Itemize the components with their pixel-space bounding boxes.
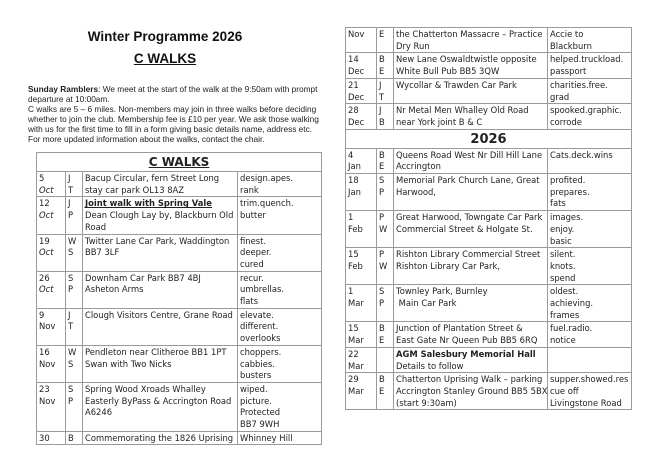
- date-month: Jan: [348, 161, 361, 172]
- leader-initial-2: T: [68, 184, 74, 195]
- location-line: Accrington Stanley Ground BB5 5BX: [396, 385, 548, 396]
- date-day: 4: [348, 149, 354, 160]
- date-cell: [37, 308, 66, 345]
- what3words-line: busters: [240, 370, 272, 381]
- what3words-line: wiped.: [240, 383, 268, 394]
- date-day: 21: [348, 79, 359, 90]
- leader-initial-1: W: [68, 235, 77, 246]
- what3words-line: knots.: [550, 260, 576, 271]
- what3words-line: butter: [240, 210, 266, 221]
- location-line: Commercial Street & Holgate St.: [396, 223, 533, 234]
- date-day: 26: [39, 272, 50, 283]
- what3words-line: grad: [550, 91, 570, 102]
- leader-cell: [377, 78, 394, 103]
- location-cell: [394, 322, 548, 347]
- date-cell: [346, 28, 377, 53]
- what3words-line: basic: [550, 235, 572, 246]
- location-cell: [83, 308, 238, 345]
- date-day: 15: [348, 323, 359, 334]
- location-line: Twitter Lane Car Park, Waddington: [85, 235, 230, 246]
- date-cell: [346, 211, 377, 248]
- location-line: the Chatterton Massacre – Practice: [396, 29, 543, 39]
- leader-initial-2: E: [379, 66, 385, 77]
- location-cell: [394, 174, 548, 211]
- what3words-line: cue off: [550, 385, 579, 396]
- date-cell: [37, 172, 66, 197]
- location-line: Road: [85, 221, 107, 232]
- what3words-line: umbrellas.: [240, 284, 285, 295]
- location-line: New Lane Oswaldtwistle opposite: [396, 54, 537, 65]
- date-cell: [37, 345, 66, 382]
- leader-initial-2: P: [379, 186, 385, 197]
- what3words-line: frames: [550, 309, 580, 320]
- leader-initial-1: S: [68, 383, 74, 394]
- c-walks-table-right: [345, 27, 632, 410]
- location-cell: [83, 382, 238, 431]
- what3words-line: images.: [550, 212, 584, 223]
- what3words-line: cured: [240, 258, 264, 269]
- what3words-line: BB7 9WH: [240, 419, 280, 430]
- date-month: Mar: [348, 360, 364, 371]
- what3words-line: flats: [240, 296, 259, 307]
- leader-initial-2: P: [68, 284, 74, 295]
- table-header-row: [37, 153, 322, 172]
- leader-initial-1: W: [68, 346, 77, 357]
- date-month: Oct: [39, 184, 54, 195]
- leader-initial-1: B: [379, 323, 385, 334]
- location-line: White Bull Pub BB5 3QW: [396, 66, 500, 77]
- what3words-line: oldest.: [550, 286, 579, 297]
- location-line: Great Harwood, Towngate Car Park: [396, 212, 543, 223]
- what3words-cell: [548, 78, 632, 103]
- location-line: Swan with Two Nicks: [85, 358, 172, 369]
- leader-initial-1: B: [379, 54, 385, 65]
- leader-cell: [377, 28, 394, 53]
- date-cell: [37, 382, 66, 431]
- leader-initial-2: S: [68, 247, 74, 258]
- what3words-line: spend: [550, 272, 576, 283]
- date-day: 18: [348, 175, 359, 186]
- what3words-line: notice: [550, 335, 576, 346]
- leader-cell: [66, 197, 83, 234]
- what3words-cell: [548, 373, 632, 410]
- location-line: stay car park OL13 8AZ: [85, 184, 185, 195]
- what3words-line: recur.: [240, 272, 264, 283]
- date-day: 12: [39, 198, 50, 209]
- location-line: Queens Road West Nr Dill Hill Lane: [396, 149, 543, 160]
- table-row: [346, 28, 632, 53]
- date-month: Nov: [39, 395, 56, 406]
- table-row: [37, 382, 322, 431]
- location-cell: [83, 271, 238, 308]
- what3words-line: prepares.: [550, 186, 590, 197]
- leader-initial-1: J: [68, 173, 71, 183]
- location-line: Rishton Library Car Park,: [396, 260, 500, 271]
- what3words-line: picture.: [240, 395, 272, 406]
- date-month: Oct: [39, 247, 54, 258]
- what3words-cell: [238, 345, 322, 382]
- date-day: 15: [348, 249, 359, 260]
- what3words-line: corrode: [550, 116, 582, 127]
- location-line: Chatterton Uprising Walk – parking: [396, 374, 543, 385]
- location-cell: [394, 78, 548, 103]
- location-line: Asheton Arms: [85, 284, 144, 295]
- leader-cell: [66, 345, 83, 382]
- what3words-line: fats: [550, 198, 566, 209]
- what3words-line: silent.: [550, 249, 576, 260]
- what3words-cell: [548, 53, 632, 78]
- leader-cell: [66, 234, 83, 271]
- table-row: [37, 197, 322, 234]
- leader-initial-2: P: [379, 298, 385, 309]
- date-month: Dec: [348, 91, 365, 102]
- location-line: Harwood,: [396, 186, 436, 197]
- what3words-line: design.apes.: [240, 173, 294, 183]
- leader-initial-1: S: [379, 286, 385, 297]
- what3words-cell: [238, 271, 322, 308]
- location-line: Wycollar & Trawden Car Park: [396, 79, 517, 90]
- table-row: [346, 211, 632, 248]
- what3words-line: Protected: [240, 407, 281, 418]
- leader-initial-1: J: [379, 105, 382, 116]
- date-month: Dec: [348, 116, 365, 127]
- table-header-label: C WALKS: [148, 155, 210, 169]
- what3words-line: Livingstone Road: [550, 397, 622, 408]
- leader-cell: [377, 248, 394, 285]
- what3words-cell: [548, 322, 632, 347]
- location-line: Memorial Park Church Lane, Great: [396, 175, 540, 186]
- what3words-line: Blackburn: [550, 40, 592, 51]
- what3words-cell: [548, 28, 632, 53]
- date-day: 28: [348, 105, 359, 116]
- location-cell: [83, 431, 238, 445]
- what3words-line: enjoy.: [550, 223, 575, 234]
- leader-cell: [66, 271, 83, 308]
- year-header: 2026: [346, 129, 632, 148]
- table-row: [346, 104, 632, 129]
- date-day: 19: [39, 235, 50, 246]
- document-subtitle: C WALKS: [133, 51, 197, 66]
- date-cell: [346, 373, 377, 410]
- date-day: 14: [348, 54, 359, 65]
- leader-initial-2: E: [379, 385, 385, 396]
- leader-initial-1: E: [379, 29, 385, 39]
- intro-line-1: [28, 84, 320, 104]
- c-walks-table-left: [36, 152, 322, 445]
- what3words-line: Accie to: [550, 29, 584, 39]
- what3words-cell: [238, 382, 322, 431]
- what3words-line: finest.: [240, 235, 267, 246]
- location-line: Downham Car Park BB7 4BJ: [85, 272, 201, 283]
- leader-cell: [377, 285, 394, 322]
- leader-initial-2: T: [379, 91, 385, 102]
- what3words-cell: [238, 308, 322, 345]
- date-month: Nov: [39, 358, 56, 369]
- leader-cell: [377, 148, 394, 173]
- location-line: Clough Visitors Centre, Grane Road: [85, 309, 233, 320]
- what3words-cell: [548, 211, 632, 248]
- table-row: [346, 285, 632, 322]
- leader-initial-2: T: [68, 321, 74, 332]
- location-line: East Gate Nr Queen Pub BB5 6RQ: [396, 335, 538, 346]
- date-cell: [37, 271, 66, 308]
- table-row: [346, 322, 632, 347]
- date-cell: [346, 148, 377, 173]
- location-line: Commemorating the 1826 Uprising: [85, 432, 234, 443]
- what3words-line: rank: [240, 184, 259, 195]
- location-cell: [394, 53, 548, 78]
- location-line: Pendleton near Clitheroe BB1 1PT: [85, 346, 227, 357]
- what3words-line: different.: [240, 321, 279, 332]
- leader-cell: [66, 308, 83, 345]
- location-cell: [83, 172, 238, 197]
- intro-line-2: C walks are 5 – 6 miles. Non-members may join in three walks before deciding whether to join the club. Membership fee is £10 per year. We ask those walking with us for the first time to fill in a form giving basic details name, address etc. For more updated information about the walks, contact the chair.: [28, 104, 319, 144]
- table-row: [37, 308, 322, 345]
- leader-cell: [66, 172, 83, 197]
- what3words-line: fuel.radio.: [550, 323, 593, 334]
- table-row: [37, 234, 322, 271]
- table-row: [37, 271, 322, 308]
- what3words-line: achieving.: [550, 298, 594, 309]
- date-day: 22: [348, 348, 359, 359]
- leader-cell: [377, 53, 394, 78]
- location-title: Joint walk with Spring Vale: [85, 198, 212, 209]
- what3words-cell: [238, 431, 322, 445]
- document-title: Winter Programme 2026: [87, 29, 243, 44]
- what3words-line: trim.quench.: [240, 198, 294, 209]
- date-cell: [346, 78, 377, 103]
- location-line: Accrington: [396, 161, 441, 172]
- what3words-line: choppers.: [240, 346, 282, 357]
- location-cell: [394, 148, 548, 173]
- location-cell: [394, 347, 548, 372]
- intro-line-1-rest: : We meet at the start of the walk at the 9:50am with prompt departure at 10:00am.: [28, 84, 318, 104]
- leader-cell: [377, 373, 394, 410]
- date-day: 30: [39, 432, 50, 443]
- what3words-line: helped.truckload.: [550, 54, 624, 65]
- date-day: 16: [39, 346, 50, 357]
- leader-initial-1: S: [68, 272, 74, 283]
- leader-initial-1: J: [379, 79, 382, 90]
- what3words-cell: [238, 172, 322, 197]
- date-month: Oct: [39, 210, 54, 221]
- location-cell: [394, 104, 548, 129]
- table-row: [37, 172, 322, 197]
- table-row: [37, 345, 322, 382]
- location-line: Junction of Plantation Street &: [396, 323, 523, 334]
- date-cell: [346, 285, 377, 322]
- date-day: 5: [39, 173, 45, 183]
- location-line: Dry Run: [396, 40, 430, 51]
- location-line: Easterly ByPass & Accrington Road: [85, 395, 232, 406]
- what3words-line: cabbies.: [240, 358, 275, 369]
- leader-initial-2: P: [68, 210, 74, 221]
- what3words-line: spooked.graphic.: [550, 105, 622, 116]
- what3words-cell: [238, 234, 322, 271]
- leader-initial-1: J: [68, 309, 71, 320]
- location-cell: [394, 211, 548, 248]
- what3words-line: overlooks: [240, 333, 281, 344]
- date-cell: [346, 53, 377, 78]
- location-line: Bacup Circular, fern Street Long: [85, 173, 220, 183]
- what3words-line: Cats.deck.wins: [550, 149, 613, 160]
- location-line: (start 9:30am): [396, 397, 457, 408]
- table-row: [346, 174, 632, 211]
- date-cell: [346, 174, 377, 211]
- leader-cell: [377, 104, 394, 129]
- what3words-line: profited.: [550, 175, 586, 186]
- location-title: AGM Salesbury Memorial Hall: [396, 348, 536, 359]
- location-cell: [394, 285, 548, 322]
- what3words-line: charities.free.: [550, 79, 608, 90]
- leader-initial-1: B: [379, 374, 385, 385]
- what3words-line: passport: [550, 66, 587, 77]
- location-line: Details to follow: [396, 360, 464, 371]
- table-row: [346, 347, 632, 372]
- leader-cell: [377, 347, 394, 372]
- leader-cell: [66, 431, 83, 445]
- date-cell: [37, 197, 66, 234]
- table-row: [346, 248, 632, 285]
- location-line: Spring Wood Xroads Whalley: [85, 383, 206, 394]
- date-month: Jan: [348, 186, 361, 197]
- location-cell: [394, 28, 548, 53]
- date-day: 1: [348, 286, 354, 297]
- date-cell: [346, 347, 377, 372]
- location-line: Main Car Park: [396, 298, 457, 309]
- intro-lead: Sunday Ramblers: [28, 84, 99, 94]
- what3words-cell: [548, 285, 632, 322]
- date-cell: [37, 234, 66, 271]
- what3words-cell: [548, 347, 632, 372]
- date-month: Mar: [348, 335, 364, 346]
- leader-cell: [377, 322, 394, 347]
- date-cell: [37, 431, 66, 445]
- date-month: Oct: [39, 284, 54, 295]
- what3words-cell: [548, 104, 632, 129]
- what3words-line: elevate.: [240, 309, 274, 320]
- what3words-line: deeper.: [240, 247, 272, 258]
- leader-initial-2: E: [379, 335, 385, 346]
- date-month: Dec: [348, 66, 365, 77]
- table-header: [37, 153, 322, 172]
- leader-initial-2: W: [379, 223, 388, 234]
- date-month: Feb: [348, 223, 363, 234]
- leader-initial-2: P: [68, 395, 74, 406]
- leader-initial-2: S: [68, 358, 74, 369]
- date-day: 29: [348, 374, 359, 385]
- date-day: 23: [39, 383, 50, 394]
- location-line: Townley Park, Burnley: [396, 286, 488, 297]
- date-cell: [346, 322, 377, 347]
- leader-initial-1: S: [379, 175, 385, 186]
- table-row: [346, 53, 632, 78]
- table-row: [37, 431, 322, 445]
- location-line: Dean Clough Lay by, Blackburn Old: [85, 210, 234, 221]
- what3words-cell: [548, 174, 632, 211]
- date-month: Nov: [39, 321, 56, 332]
- date-day: 9: [39, 309, 45, 320]
- table-row: [346, 148, 632, 173]
- leader-initial-1: B: [379, 149, 385, 160]
- what3words-line: supper.showed.res: [550, 374, 629, 385]
- what3words-line: Whinney Hill: [240, 432, 293, 443]
- location-line: A6246: [85, 407, 113, 418]
- location-cell: [83, 197, 238, 234]
- location-line: BB7 3LF: [85, 247, 120, 258]
- date-cell: [346, 104, 377, 129]
- what3words-cell: [238, 197, 322, 234]
- leader-initial-1: J: [68, 198, 71, 209]
- year-header-row: [346, 129, 632, 148]
- location-line: Nr Metal Men Whalley Old Road: [396, 105, 529, 116]
- date-month: Feb: [348, 260, 363, 271]
- date-day: 1: [348, 212, 354, 223]
- location-cell: [394, 248, 548, 285]
- location-line: Rishton Library Commercial Street: [396, 249, 541, 260]
- table-row: [346, 373, 632, 410]
- what3words-cell: [548, 248, 632, 285]
- leader-initial-1: B: [68, 432, 74, 443]
- location-cell: [83, 234, 238, 271]
- date-month: Mar: [348, 298, 364, 309]
- leader-cell: [66, 382, 83, 431]
- leader-initial-2: E: [379, 161, 385, 172]
- location-cell: [394, 373, 548, 410]
- table-row: [346, 78, 632, 103]
- intro-paragraph: [28, 84, 320, 144]
- date-month: Nov: [348, 29, 365, 39]
- leader-initial-1: P: [379, 212, 385, 223]
- location-cell: [83, 345, 238, 382]
- date-cell: [346, 248, 377, 285]
- location-line: near York joint B & C: [396, 116, 483, 127]
- leader-initial-2: B: [379, 116, 385, 127]
- what3words-cell: [548, 148, 632, 173]
- leader-initial-1: P: [379, 249, 385, 260]
- leader-initial-2: W: [379, 260, 388, 271]
- leader-cell: [377, 174, 394, 211]
- date-month: Mar: [348, 385, 364, 396]
- leader-cell: [377, 211, 394, 248]
